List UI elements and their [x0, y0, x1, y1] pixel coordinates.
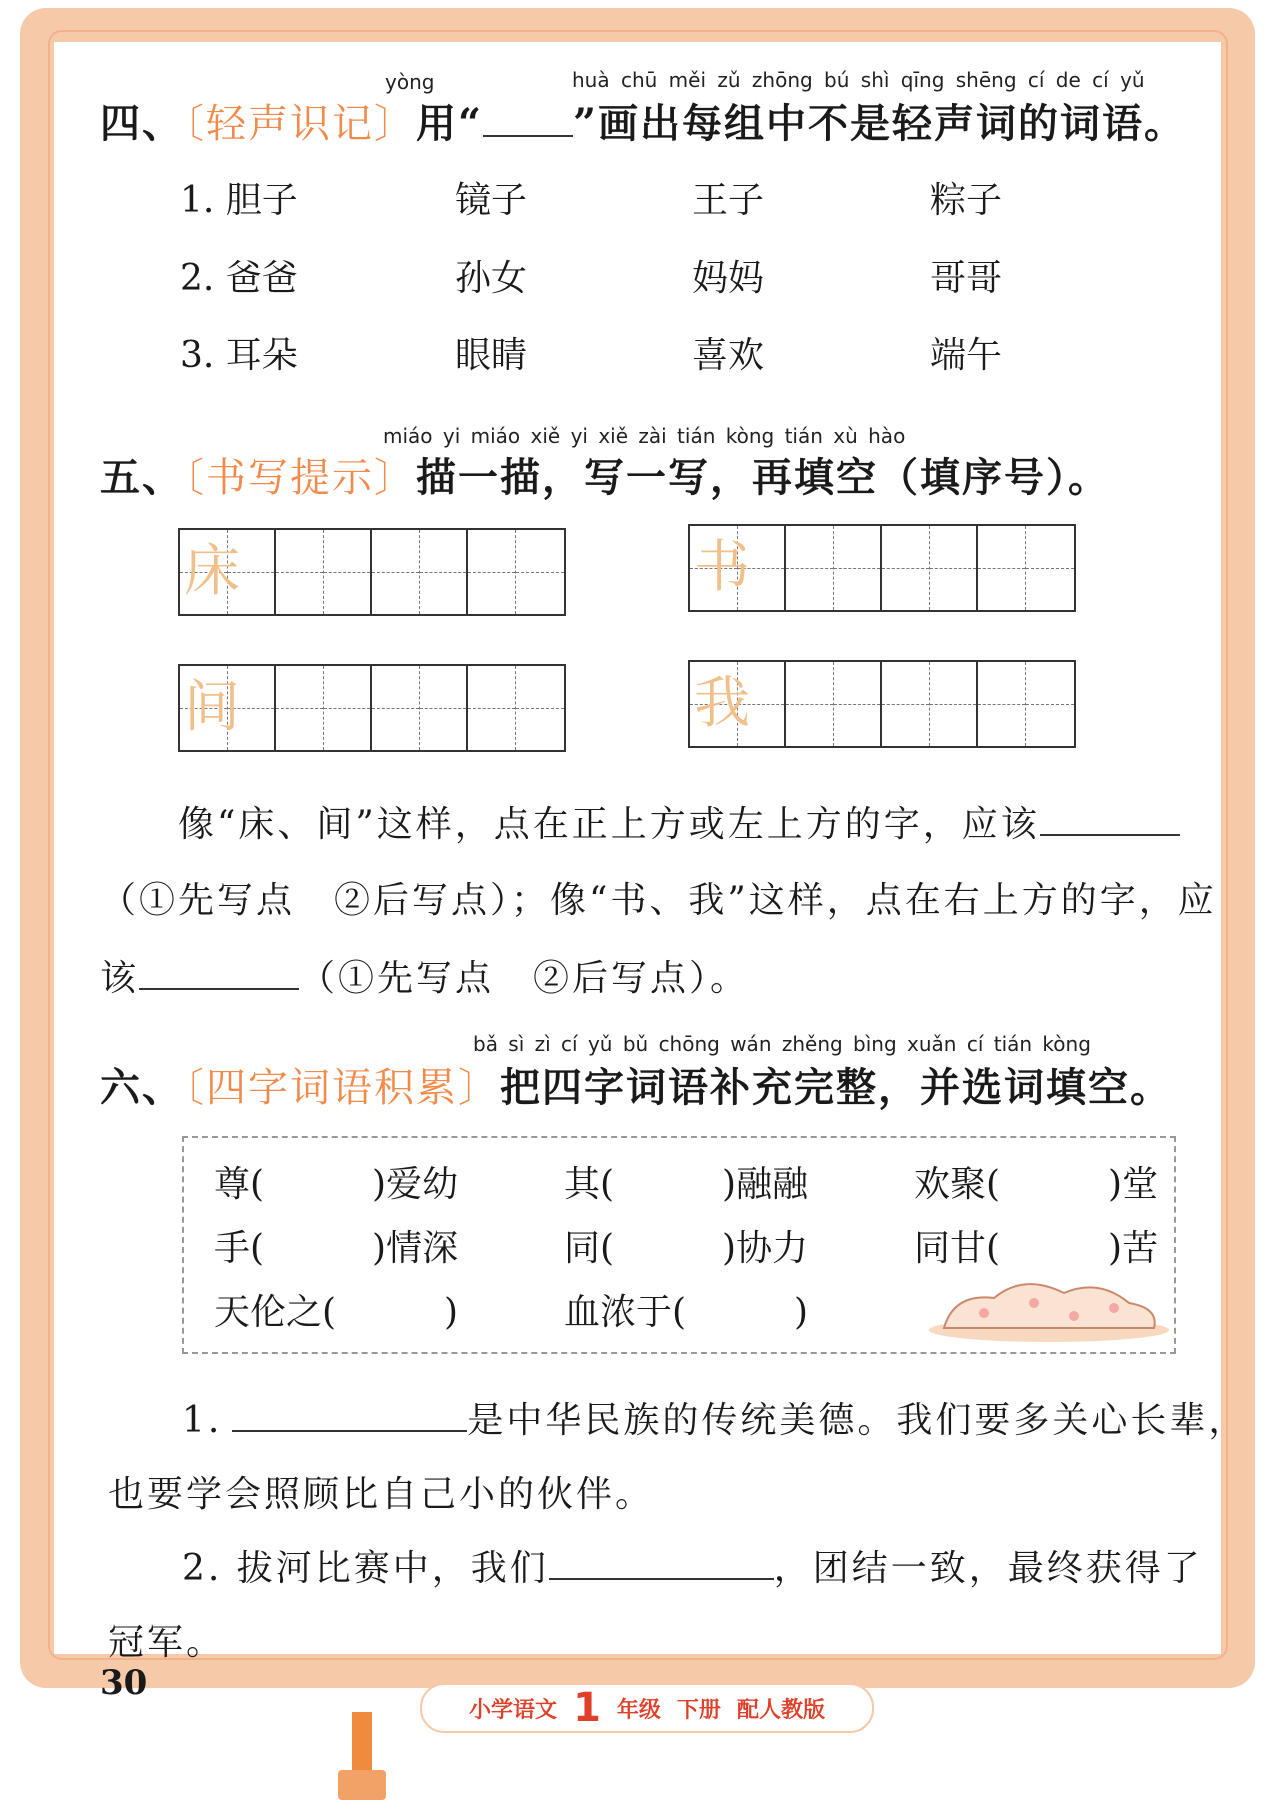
grid-cell[interactable] — [1026, 526, 1074, 610]
word-2-1[interactable]: 2. 爸爸 — [180, 258, 298, 299]
grid-cell[interactable] — [834, 526, 882, 610]
para-line3-start: 该 — [100, 958, 140, 999]
grid-cell[interactable] — [930, 662, 978, 746]
footer-edition: 配人教版 — [736, 1697, 825, 1723]
grid-cell[interactable] — [930, 526, 978, 610]
q1-number: 1. — [182, 1400, 223, 1441]
word-1-1[interactable]: 1. 胆子 — [180, 180, 298, 221]
grid-cell[interactable] — [372, 666, 420, 750]
footer-grade: 年级 — [616, 1697, 661, 1723]
trace-char-chuang: 床 — [184, 539, 240, 604]
word-3-4[interactable]: 端午 — [930, 335, 1003, 376]
writing-grid-jian[interactable] — [178, 664, 566, 752]
trace-char-wo: 我 — [694, 671, 750, 736]
word-1-3[interactable]: 王子 — [692, 180, 765, 221]
idiom-5[interactable]: 同( )协力 — [564, 1228, 809, 1269]
section4-pinyin: huà chū měi zǔ zhōng bú shì qīng shēng cí de cí yǔ — [572, 68, 1145, 92]
para-line1-text: 像“床、间”这样，点在正上方或左上方的字，应该 — [178, 804, 1040, 845]
flower-icon — [1069, 1311, 1079, 1321]
q2-line1 — [182, 1540, 1203, 1591]
book-info-badge — [420, 1683, 874, 1733]
grid-cell[interactable] — [786, 662, 834, 746]
idiom-6[interactable]: 同甘( )苦 — [914, 1228, 1159, 1269]
footer-subject: 小学语文 — [469, 1697, 558, 1723]
word-3-3[interactable]: 喜欢 — [692, 335, 765, 376]
word-1-2[interactable]: 镜子 — [455, 180, 528, 221]
q1-answer-blank[interactable] — [232, 1430, 467, 1432]
section5-para-line2: （①先写点 ②后写点）；像“书、我”这样，点在右上方的字，应 — [100, 880, 1217, 921]
grid-cell[interactable] — [180, 666, 240, 750]
section4-instruction: 用“ — [416, 100, 484, 147]
flower-icon — [1109, 1303, 1119, 1313]
grid-cell[interactable] — [516, 530, 564, 614]
pinyin-yong: yòng — [385, 70, 435, 94]
grid-cell[interactable] — [882, 526, 930, 610]
section5-number: 五、 — [100, 454, 184, 501]
idiom-1[interactable]: 尊( )爱幼 — [214, 1164, 459, 1205]
section4-heading — [100, 92, 1186, 149]
word-1-4[interactable]: 粽子 — [930, 180, 1003, 221]
para-line3-end: （①先写点 ②后写点）。 — [299, 958, 750, 999]
grid-cell[interactable] — [1026, 662, 1074, 746]
section5-instruction: 描一描，写一写，再填空（填序号）。 — [416, 454, 1110, 501]
grid-cell[interactable] — [690, 662, 750, 746]
section4-number: 四、 — [100, 100, 184, 147]
q1-line1 — [182, 1392, 1247, 1443]
footer-grade-number: 1 — [573, 1685, 601, 1731]
writing-grid-wo[interactable] — [688, 660, 1076, 748]
section6-heading — [100, 1056, 1172, 1113]
word-2-3[interactable]: 妈妈 — [692, 258, 765, 299]
q2-line2: 冠军。 — [108, 1622, 226, 1663]
grid-cell[interactable] — [978, 526, 1026, 610]
section4-tag: 〔轻声识记〕 — [184, 101, 416, 147]
footer-volume: 下册 — [676, 1697, 721, 1723]
grid-cell[interactable] — [786, 526, 834, 610]
section5-tag: 〔书写提示〕 — [184, 455, 416, 501]
page-tab-marker — [352, 1712, 372, 1774]
q1-text: 是中华民族的传统美德。我们要多关心长辈， — [467, 1400, 1248, 1441]
section5-heading — [100, 446, 1110, 503]
idiom-7[interactable]: 天伦之( ) — [214, 1292, 459, 1333]
q2-text-b: ，团结一致，最终获得了 — [773, 1548, 1203, 1589]
idiom-3[interactable]: 欢聚( )堂 — [914, 1164, 1159, 1205]
section5-para-line1 — [178, 796, 1180, 847]
page-tab-base — [338, 1770, 386, 1800]
grid-cell[interactable] — [690, 526, 750, 610]
grid-cell[interactable] — [276, 666, 324, 750]
section5-para-line3 — [100, 950, 749, 1001]
idiom-box — [182, 1136, 1176, 1354]
word-2-4[interactable]: 哥哥 — [930, 258, 1003, 299]
page-number: 30 — [100, 1663, 148, 1703]
idiom-2[interactable]: 其( )融融 — [564, 1164, 809, 1205]
grid-cell[interactable] — [516, 666, 564, 750]
word-2-2[interactable]: 孙女 — [455, 258, 528, 299]
q2-answer-blank[interactable] — [549, 1578, 774, 1580]
grid-cell[interactable] — [324, 530, 372, 614]
grid-cell[interactable] — [372, 530, 420, 614]
grid-cell[interactable] — [180, 530, 240, 614]
flower-icon — [1029, 1298, 1039, 1308]
flower-icon — [979, 1308, 989, 1318]
grid-cell[interactable] — [834, 662, 882, 746]
answer-blank-1[interactable] — [1040, 834, 1180, 836]
writing-grid-chuang[interactable] — [178, 528, 566, 616]
q1-line2: 也要学会照顾比自己小的伙伴。 — [108, 1474, 655, 1515]
grid-cell[interactable] — [420, 530, 468, 614]
grid-cell[interactable] — [324, 666, 372, 750]
grid-cell[interactable] — [882, 662, 930, 746]
grid-cell[interactable] — [978, 662, 1026, 746]
trace-char-jian: 间 — [184, 675, 240, 740]
section6-instruction: 把四字词语补充完整，并选词填空。 — [500, 1064, 1172, 1111]
section5-pinyin: miáo yi miáo xiě yi xiě zài tián kòng tián xù hào — [383, 424, 906, 448]
grid-cell[interactable] — [276, 530, 324, 614]
word-3-2[interactable]: 眼睛 — [455, 335, 528, 376]
word-3-1[interactable]: 3. 耳朵 — [180, 335, 298, 376]
writing-grid-shu[interactable] — [688, 524, 1076, 612]
section4-instruction-tail: ”画出每组中不是轻声词的词语。 — [573, 100, 1187, 147]
q2-text-a: 2. 拔河比赛中，我们 — [182, 1548, 549, 1589]
section6-number: 六、 — [100, 1064, 184, 1111]
grid-cell[interactable] — [468, 530, 516, 614]
underline-sample — [483, 135, 573, 137]
bush-shape — [944, 1284, 1155, 1328]
idiom-4[interactable]: 手( )情深 — [214, 1228, 459, 1269]
answer-blank-2[interactable] — [139, 988, 299, 990]
grid-cell[interactable] — [468, 666, 516, 750]
idiom-8[interactable]: 血浓于( ) — [564, 1292, 809, 1333]
grid-cell[interactable] — [420, 666, 468, 750]
section6-tag: 〔四字词语积累〕 — [184, 1065, 500, 1111]
flower-bush-illustration — [924, 1268, 1174, 1348]
trace-char-shu: 书 — [694, 535, 750, 600]
section6-pinyin: bǎ sì zì cí yǔ bǔ chōng wán zhěng bìng xuǎn cí tián kòng — [473, 1032, 1091, 1056]
